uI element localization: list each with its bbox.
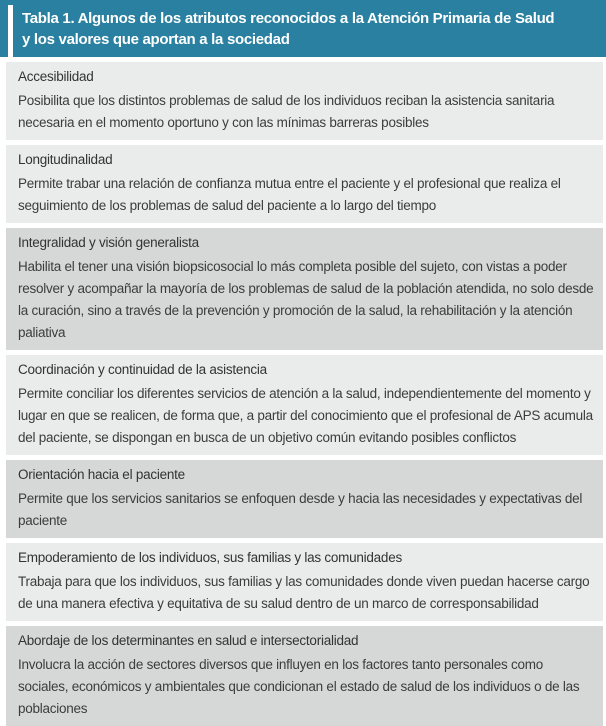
attribute-name: Accesibilidad — [18, 69, 94, 84]
attribute-description: Trabaja para que los individuos, sus familias y las comunidades donde viven puedan hacerse cargo de una manera efectiva y equitativa de su salud dentro de un marco de corresponsabilidad — [18, 574, 590, 611]
attribute-name: Empoderamiento de los individuos, sus familias y las comunidades — [18, 550, 402, 565]
attribute-name: Longitudinalidad — [18, 152, 113, 167]
attribute-description: Permite que los servicios sanitarios se enfoquen desde y hacia las necesidades y expectativas del paciente — [18, 491, 583, 528]
title-bar-notch — [8, 5, 13, 57]
attribute-row — [6, 355, 603, 455]
attribute-row — [6, 62, 603, 140]
attribute-description: Involucra la acción de sectores diversos que influyen en los factores tanto personales como sociales, económicos y ambientales que condicionan el estado de salud de los individuos o de las poblaciones — [18, 657, 580, 716]
attribute-row — [6, 626, 603, 726]
table-title-bar — [0, 0, 606, 57]
table-title-line2: y los valores que aportan a la sociedad — [22, 31, 290, 48]
attribute-name: Coordinación y continuidad de la asistencia — [18, 362, 267, 377]
attribute-description: Posibilita que los distintos problemas de salud de los individuos reciban la asistencia sanitaria necesaria en el momento oportuno y con las mínimas barreras posibles — [18, 93, 555, 130]
attribute-row — [6, 145, 603, 223]
attribute-description: Permite conciliar los diferentes servicios de atención a la salud, independientemente del momento y lugar en que se realicen, de forma que, a partir del conocimiento que el profesional de APS acumula del paciente, se dispongan en busca de un objetivo común evitando posibles conflictos — [18, 386, 593, 445]
attribute-row — [6, 543, 603, 621]
attribute-rows — [0, 62, 606, 726]
attribute-name: Integralidad y visión generalista — [18, 235, 199, 250]
attribute-description: Habilita el tener una visión biopsicosocial lo más completa posible del sujeto, con vistas a poder resolver y acompañar la mayoría de los problemas de salud de la población atendida, no solo desde la curación, sino a través de la prevención y promoción de la salud, la rehabilitación y la atención paliativa — [18, 259, 594, 340]
attribute-row — [6, 228, 603, 350]
attribute-name: Abordaje de los determinantes en salud e intersectorialidad — [18, 633, 359, 648]
table-title-line1: Tabla 1. Algunos de los atributos reconocidos a la Atención Primaria de Salud — [22, 10, 555, 27]
attribute-description: Permite trabar una relación de confianza mutua entre el paciente y el profesional que realiza el seguimiento de los problemas de salud del paciente a lo largo del tiempo — [18, 176, 561, 213]
attribute-row — [6, 460, 603, 538]
attribute-name: Orientación hacia el paciente — [18, 467, 185, 482]
